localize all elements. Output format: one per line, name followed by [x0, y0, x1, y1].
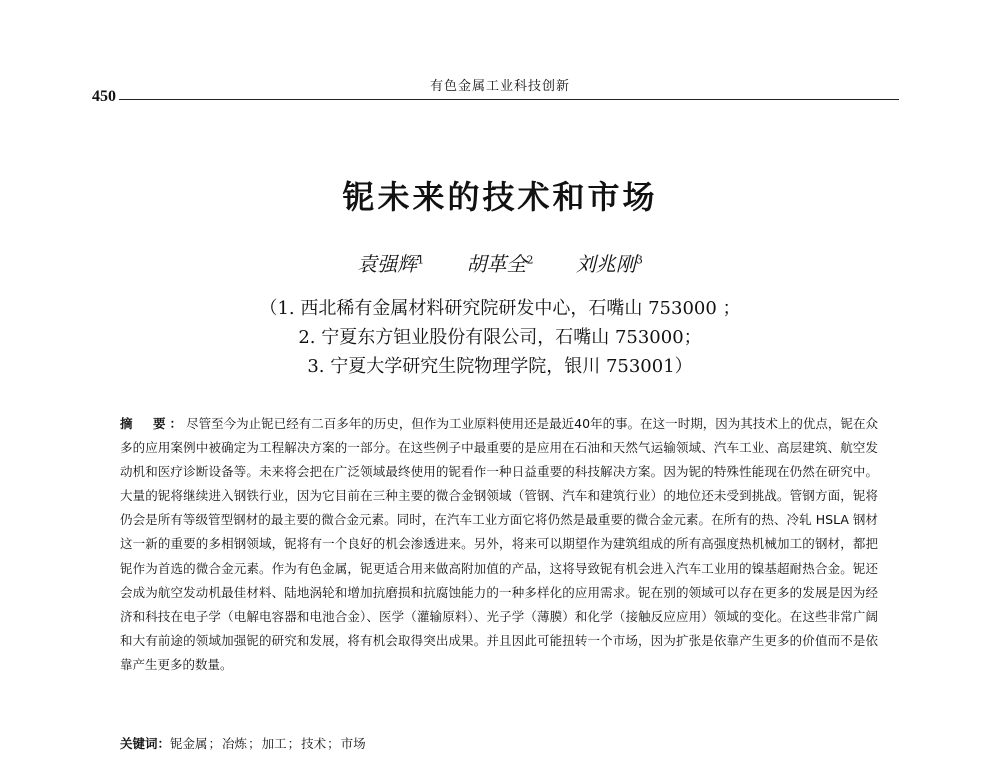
author-affiliation-mark: 2 [526, 253, 534, 267]
keyword: 市场 [340, 736, 366, 751]
author-name: 袁强辉 [357, 252, 418, 276]
author-affiliation-mark: 3 [635, 253, 643, 267]
keyword: 冶炼 [222, 736, 248, 751]
author-1 [357, 252, 424, 276]
header-rule [119, 99, 899, 100]
keywords [120, 734, 878, 752]
affiliation-list [0, 294, 1000, 381]
keyword: 加工 [261, 736, 287, 751]
keyword-separator: ； [327, 736, 340, 751]
affiliation-1: （1. 西北稀有金属材料研究院研发中心，石嘴山 753000 ； [259, 298, 741, 319]
author-name: 胡革全 [466, 252, 527, 276]
page-number: 450 [92, 88, 116, 105]
keyword: 铌金属 [170, 736, 208, 751]
abstract [120, 412, 878, 677]
paper-title: 铌未来的技术和市场 [342, 178, 658, 216]
keyword-separator: ； [248, 736, 261, 751]
author-3 [576, 252, 643, 276]
author-affiliation-mark: 1 [417, 253, 425, 267]
author-name: 刘兆刚 [575, 252, 636, 276]
keyword-separator: ； [208, 736, 222, 751]
abstract-text: 尽管至今为止铌已经有二百多年的历史，但作为工业原料使用还是最近40年的事。在这一时期，因为其技术上的优点，铌在众多的应用案例中被确定为工程解决方案的一部分。在这些例子中最重要的是应用在石油和天然气运输领域、汽车工业、高层建筑、航空发动机和医疗诊断设备等。未来将会把在广泛领域最终使用的铌看作一种日益重要的科技解决方案。因为铌的特殊性能现在仍然在研究中。大量的铌将继续进入钢铁行业，因为它目前在三种主要的微合金钢领域（管钢、汽车和建筑行业）的地位还未受到挑战。管钢方面，铌将仍会是所有等级管型钢材的最主要的微合金元素。同时，在汽车工业方面它将仍然是最重要的微合金元素。在所有的热、冷轧 HSLA 钢材这一新的重要的多相钢领域，铌将有一个良好的机会渗透进来。另外，将来可以期望作为建筑组成的所有高强度热机械加工的钢材，都把铌作为首选的微合金元素。作为有色金属，铌更适合用来做高附加值的产品，这将导致铌有机会进入汽车工业用的镍基超耐热合金。铌还会成为航空发动机最佳材料、陆地涡轮和增加抗磨损和抗腐蚀能力的一种多样化的应用需求。铌在别的领域可以存在更多的发展是因为经济和科技在电子学（电解电容器和电池合金）、医学（灌输原料）、光子学（薄膜）和化学（接触反应应用）领域的变化。在这些非常广阔和大有前途的领域加强铌的研究和发展，将有机会取得突出成果。并且因此可能扭转一个市场，因为扩张是依靠产生更多的价值而不是依靠产生更多的数量。 [120, 416, 878, 672]
keywords-label: 关键词： [120, 736, 171, 751]
keyword-separator: ； [287, 736, 301, 751]
author-2 [467, 252, 534, 276]
affiliation-3: 3. 宁夏大学研究生院物理学院，银川 753001） [307, 356, 693, 377]
journal-title: 有色金属工业科技创新 [429, 79, 570, 94]
keyword: 技术 [301, 736, 327, 751]
author-list [0, 248, 1000, 277]
affiliation-2: 2. 宁夏东方钽业股份有限公司，石嘴山 753000； [298, 327, 702, 348]
abstract-label: 摘 要： [120, 416, 187, 431]
